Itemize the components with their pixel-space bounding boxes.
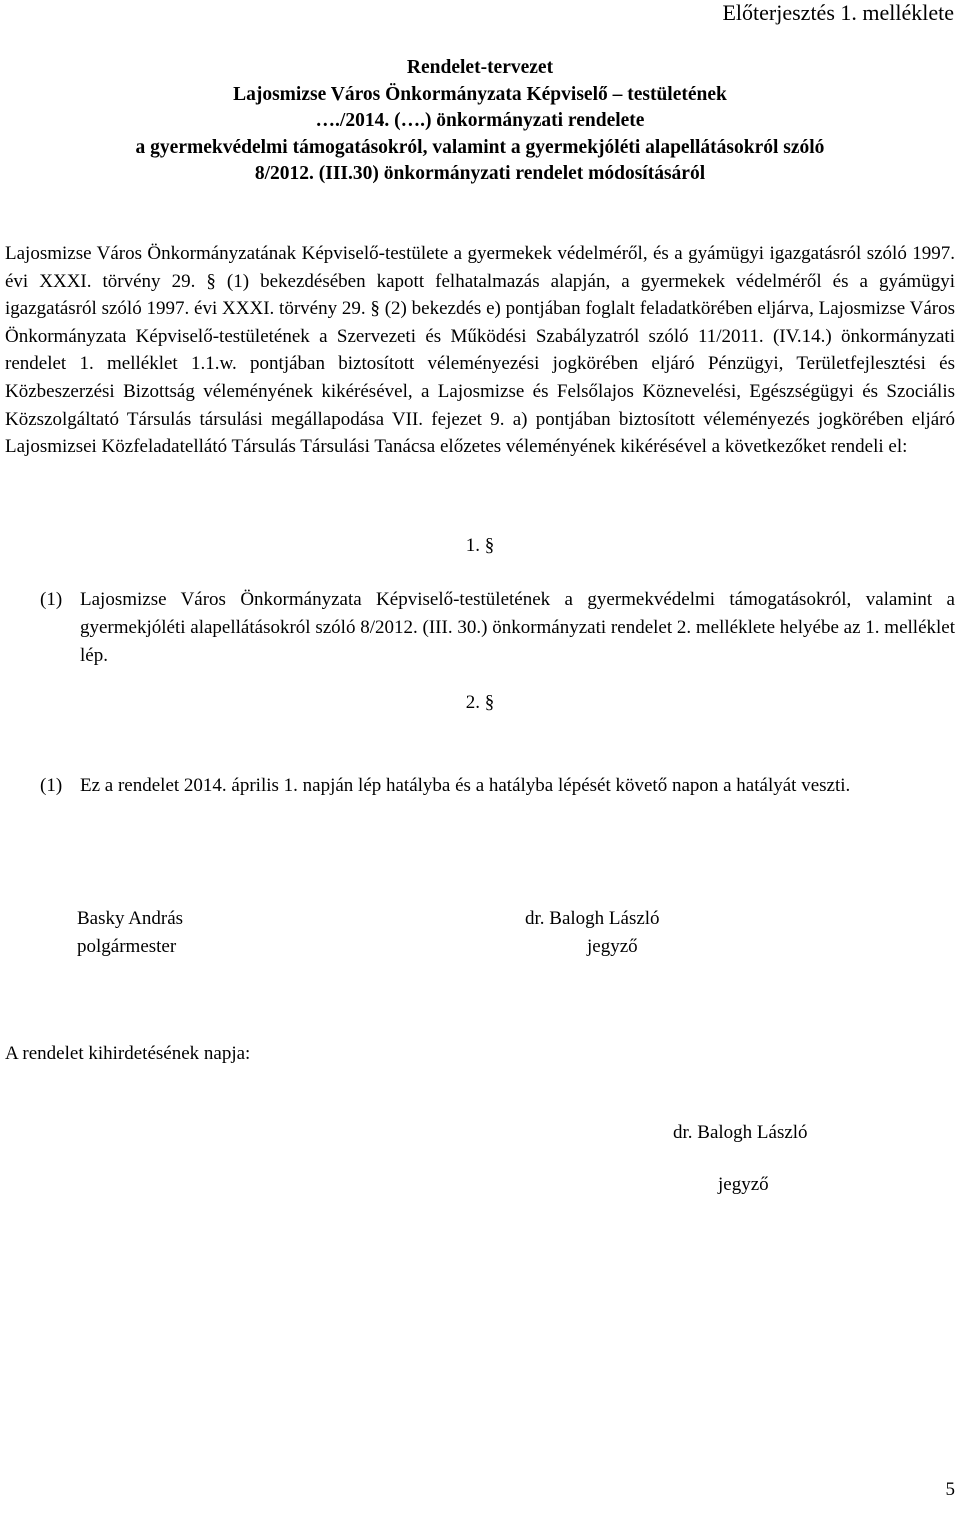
title-line-1: Rendelet-tervezet <box>406 57 554 78</box>
title-line-3: …./2014. (….) önkormányzati rendelete <box>315 110 645 131</box>
section-2-mark: 2. § <box>465 692 495 713</box>
section-1-paragraph-number: (1) <box>40 589 63 610</box>
notary-name: dr. Balogh László <box>525 908 660 929</box>
title-line-2: Lajosmizse Város Önkormányzata Képviselő – testületének <box>233 83 727 105</box>
promulgation-notary-name: dr. Balogh László <box>673 1122 808 1143</box>
mayor-name: Basky András <box>77 908 184 929</box>
promulgation-label: A rendelet kihirdetésének napja: <box>5 1043 251 1064</box>
title-line-4: a gyermekvédelmi támogatásokról, valamint a gyermekjóléti alapellátásokról szóló <box>135 136 825 158</box>
section-2-paragraph <box>40 772 955 800</box>
document-title <box>0 55 960 188</box>
section-1-paragraph <box>40 586 955 670</box>
preamble-paragraph: Lajosmizse Város Önkormányzatának Képviselő-testülete a gyermekek védelméről, és a gyámügyi igazgatásról szóló 1997. évi XXXI. törvény 29. § (1) bekezdésében kapott felhatalmazás alapján, a gyermekek védelméről és a gyámügyi igazgatásról szóló 1997. évi XXXI. törvény 29. § (2) bekezdés e) pontjában foglalt feladatkörében eljárva, Lajosmizse Város Önkormányzata Képviselő-testületének a Szervezeti és Működési Szabályzatról szóló 11/2011. (IV.14.) önkormányzati rendelet 1. melléklet 1.1.w. pontjában biztosított véleményezési jogkörében eljáró Pénzügyi, Területfejlesztési és Közbeszerzési Bizottság véleményének kikérésével, a Lajosmizse és Felsőlajos Köznevelési, Egészségügyi és Szociális Közszolgáltató Társulás társulási megállapodása VII. fejezet 9. a) pontjában biztosított véleményezés jogkörében eljáró Lajosmizsei Közfeladatellátó Társulás Társulási Tanácsa előzetes véleményének kikérésével a következőket rendeli el: <box>5 243 955 458</box>
section-2-paragraph-text: Ez a rendelet 2014. április 1. napján lép hatályba és a hatályba lépését követő napon a hatályát veszti. <box>80 775 851 796</box>
title-line-5: 8/2012. (III.30) önkormányzati rendelet módosításáról <box>254 163 706 184</box>
notary-title: jegyző <box>587 936 638 957</box>
section-2-paragraph-number: (1) <box>40 775 63 796</box>
mayor-title: polgármester <box>77 936 177 957</box>
section-1-paragraph-text: Lajosmizse Város Önkormányzata Képviselő-testületének a gyermekvédelmi támogatásokról, valamint a gyermekjóléti alapellátásokról szóló 8/2012. (III. 30.) önkormányzati rendelet 2. melléklete helyébe az 1. melléklet lép. <box>80 589 955 666</box>
section-1-mark: 1. § <box>465 535 495 556</box>
promulgation-notary-title: jegyző <box>718 1174 769 1195</box>
page-number: 5 <box>945 1479 955 1500</box>
annex-label: Előterjesztés 1. melléklete <box>722 0 954 25</box>
